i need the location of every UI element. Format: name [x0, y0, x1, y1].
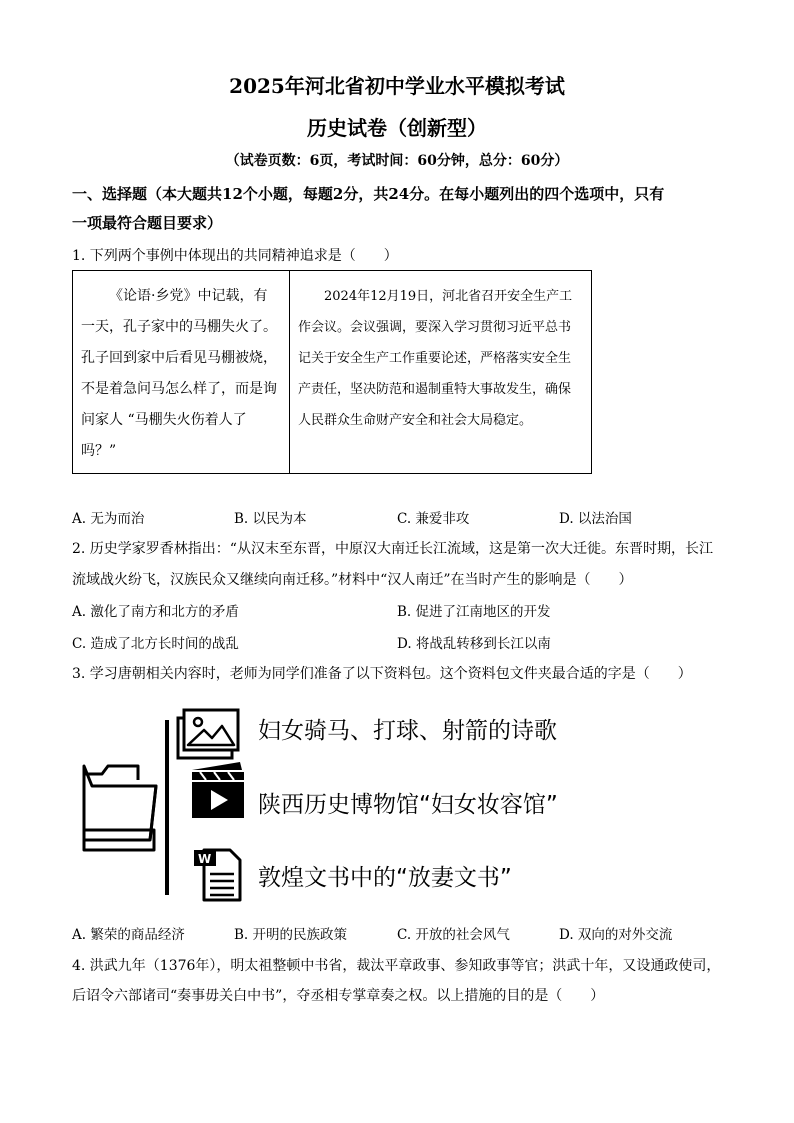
q2-option-d[interactable]: D. 将战乱转移到长江以南	[397, 636, 551, 652]
question-1-stem: 1. 下列两个事例中体现出的共同精神追求是（ ）	[72, 248, 398, 264]
resource-item-museum: 陕西历史博物馆“妇女妆容馆”	[258, 792, 558, 818]
q1-option-d[interactable]: D. 以法治国	[559, 511, 632, 527]
folder-icon	[84, 766, 156, 850]
q1-option-c[interactable]: C. 兼爱非攻	[397, 511, 470, 527]
word-document-icon	[194, 850, 240, 900]
section-heading-line2: 一项最符合题目要求）	[72, 214, 223, 232]
resource-item-documents: 敦煌文书中的“放妻文书”	[258, 865, 512, 891]
question-2-line1: 2. 历史学家罗香林指出：“从汉末至东晋，中原汉大南迁长江流域，这是第一次大迁徙。东晋时期，长江	[72, 541, 713, 557]
question-4-line1: 4. 洪武九年（1376年），明太祖整顿中书省，裁汰平章政事、参知政事等官；洪武十年，又设通政使司，	[72, 958, 721, 974]
exam-info: （试卷页数：6页，考试时间：60分钟，总分：60分）	[225, 153, 569, 169]
q3-option-c[interactable]: C. 开放的社会风气	[397, 927, 510, 943]
q3-option-b[interactable]: B. 开明的民族政策	[234, 927, 348, 943]
q1-option-a[interactable]: A. 无为而治	[72, 511, 145, 527]
question-3-stem: 3. 学习唐朝相关内容时，老师为同学们准备了以下资料包。这个资料包文件夹最合适的字是（ ）	[72, 666, 692, 682]
question-2-line2: 流域战火纷飞，汉族民众又继续向南迁移。”材料中“汉人南迁”在当时产生的影响是（ ）	[72, 572, 633, 588]
q2-option-a[interactable]: A. 激化了南方和北方的矛盾	[72, 604, 239, 620]
material-right-text: 2024年12月19日，河北省召开安全生产工作会议。会议强调，要深入学习贯彻习近平总书记关于安全生产工作重要论述，严格落实安全生产责任，坚决防范和遏制重特大事故发生，确保人民群众生命财产安全和社会大局稳定。	[298, 289, 573, 428]
svg-text:W: W	[198, 852, 212, 866]
exam-subtitle: 历史试卷（创新型）	[307, 116, 487, 140]
q2-option-b[interactable]: B. 促进了江南地区的开发	[397, 604, 551, 620]
material-right-cell	[290, 271, 592, 474]
resource-item-poems: 妇女骑马、打球、射箭的诗歌	[258, 718, 557, 744]
q3-option-d[interactable]: D. 双向的对外交流	[559, 927, 673, 943]
question-4-line2: 后诏令六部诸司“奏事毋关白中书”，夺丞相专掌章奏之权。以上措施的目的是（ ）	[72, 988, 605, 1004]
q2-option-c[interactable]: C. 造成了北方长时间的战乱	[72, 636, 239, 652]
clapperboard-icon	[192, 762, 244, 818]
material-left-cell	[73, 271, 290, 474]
q1-option-b[interactable]: B. 以民为本	[234, 511, 307, 527]
section-heading-line1: 一、选择题（本大题共12个小题，每题2分，共24分。在每小题列出的四个选项中，只有	[72, 185, 665, 203]
divider-bar	[165, 720, 169, 895]
question-1-material-table	[72, 270, 592, 474]
material-left-text: 《论语·乡党》中记载，有一天，孔子家中的马棚失火了。孔子回到家中后看见马棚被烧，不是着急问马怎么样了，而是询问家人 “马棚失火伤着人了吗？”	[81, 288, 277, 459]
exam-title: 2025年河北省初中学业水平模拟考试	[229, 74, 565, 98]
q3-option-a[interactable]: A. 繁荣的商品经济	[72, 927, 185, 943]
image-icon	[178, 710, 238, 758]
